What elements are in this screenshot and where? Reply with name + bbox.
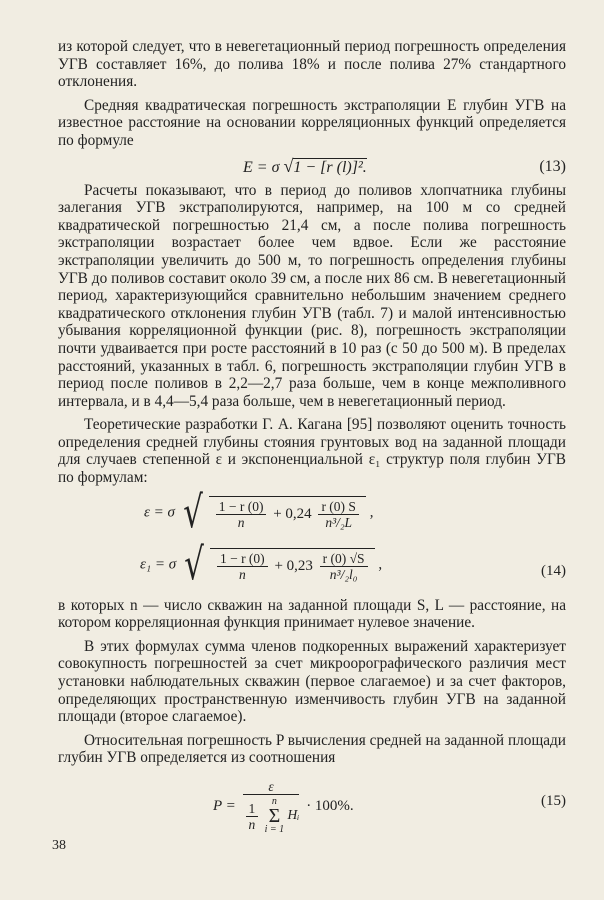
formula-15-expression	[213, 779, 354, 835]
paragraph-2: Средняя квадратическая погрешность экстраполяции E глубин УГВ на известное расстояние на основании корреляционных функций определяется по формуле	[58, 96, 566, 149]
fraction	[246, 801, 259, 832]
formula-13-number: (13)	[539, 157, 566, 175]
fraction-denominator	[243, 795, 300, 835]
formula-13-expression	[243, 155, 367, 177]
summation-term: Hᵢ	[287, 807, 300, 823]
coefficient: + 0,23	[274, 557, 313, 574]
page-text-block	[58, 38, 566, 845]
paragraph-4: Теоретические разработки Г. А. Кагана [95] позволяют оценить точность определения средней глубины стояния грунтовых вод на заданной площади для случаев степенной ε и экспоненциальной ε₁ структур поля глубин УГВ по формулам:	[58, 416, 566, 487]
formula-13-radicand: 1 − [r (l)]².	[293, 158, 367, 176]
sqrt-icon: √	[283, 155, 294, 176]
paragraph-1: из которой следует, что в невегетационный период погрешность определения УГВ составляет 16%, до полива 18% и после полива 27% стандартного отклонения.	[58, 38, 566, 91]
fraction	[320, 551, 368, 582]
paragraph-3: Расчеты показывают, что в период до поливов хлопчатника глубины залегания УГВ экстраполируются, например, на 100 м со средней квадратической погрешностью 21,4 см, а после полива погрешность экстраполяции возрастает более чем вдвое. Если же расстояние экстраполяции увеличить до 500 м, то погрешность определения глубины УГВ до поливов составит около 39 см, а после них 86 см. В невегетационный период, характеризующийся сравнительно небольшим значением среднего квадратического отклонения глубин УГВ (табл. 7) и малой интенсивностью убывания корреляционной функции (рис. 8), погрешность экстраполяции почти удваивается при росте расстояний в 10 раз (с 50 до 500 м). В пределах расстояний, указанных в табл. 6, погрешность экстраполяции глубин УГВ в период после поливов в 2,2—2,7 раза больше, чем в конце межполивного интервала, и в 4,4—5,4 раза больше, чем в невегетационный период.	[58, 181, 566, 410]
formula-14-line1-trail: ,	[369, 504, 374, 521]
fraction	[216, 499, 267, 530]
sigma-icon: Σ	[268, 805, 281, 827]
fraction-denominator: n	[237, 514, 245, 530]
formula-14-line-2	[140, 538, 383, 590]
formula-15	[58, 773, 566, 845]
fraction-numerator: 1 − r (0)	[217, 551, 268, 567]
fraction-denominator: n³/₂l₀	[329, 566, 358, 582]
fraction-numerator: 1	[246, 801, 259, 817]
fraction-denominator: n	[248, 816, 256, 832]
coefficient: + 0,24	[273, 505, 312, 522]
formula-14-line-1	[144, 486, 374, 538]
summation-lower: i = 1	[264, 824, 285, 835]
sqrt-icon: √	[184, 538, 204, 590]
fraction	[243, 779, 300, 835]
sqrt-icon: √	[182, 486, 203, 538]
formula-14-line2-trail: ,	[378, 556, 383, 573]
summation-upper: n	[271, 796, 277, 807]
formula-13-lhs: E = σ	[243, 158, 280, 176]
fraction-numerator: r (0) √S	[320, 551, 368, 567]
fraction-numerator: r (0) S	[318, 499, 359, 515]
formula-14-number: (14)	[541, 562, 566, 579]
formula-14-line1-radicand	[209, 496, 366, 530]
fraction	[318, 499, 359, 530]
formula-13	[58, 156, 566, 182]
formula-15-lhs: P =	[213, 798, 236, 815]
summation	[265, 797, 285, 835]
fraction-denominator: n³/₂L	[325, 514, 353, 530]
formula-14-line2-radicand	[210, 548, 375, 582]
fraction-numerator: ε	[243, 779, 300, 795]
fraction-numerator: 1 − r (0)	[216, 499, 267, 515]
paragraph-6: В этих формулах сумма членов подкоренных выражений характеризует совокупность погрешностей за счет микроорографического различия мест установки наблюдательных скважин (первое слагаемое) и за счет факторов, определяющих пространственную изменчивость глубин УГВ на заданной площади (второе слагаемое).	[58, 637, 566, 726]
formula-14-line1-lhs: ε = σ	[144, 504, 175, 521]
fraction	[217, 551, 268, 582]
page-number: 38	[52, 838, 66, 853]
formula-14	[58, 486, 566, 597]
formula-14-line2-lhs: ε₁ = σ	[140, 556, 177, 573]
paragraph-7: Относительная погрешность P вычисления средней на заданной площади глубин УГВ определяется из соотношения	[58, 731, 566, 767]
formula-15-number: (15)	[541, 793, 566, 809]
fraction-denominator: n	[238, 566, 246, 582]
paragraph-5: в которых n — число скважин на заданной площади S, L — расстояние, на котором корреляционная функция принимает нулевое значение.	[58, 596, 566, 632]
formula-15-tail: · 100%.	[306, 798, 354, 815]
